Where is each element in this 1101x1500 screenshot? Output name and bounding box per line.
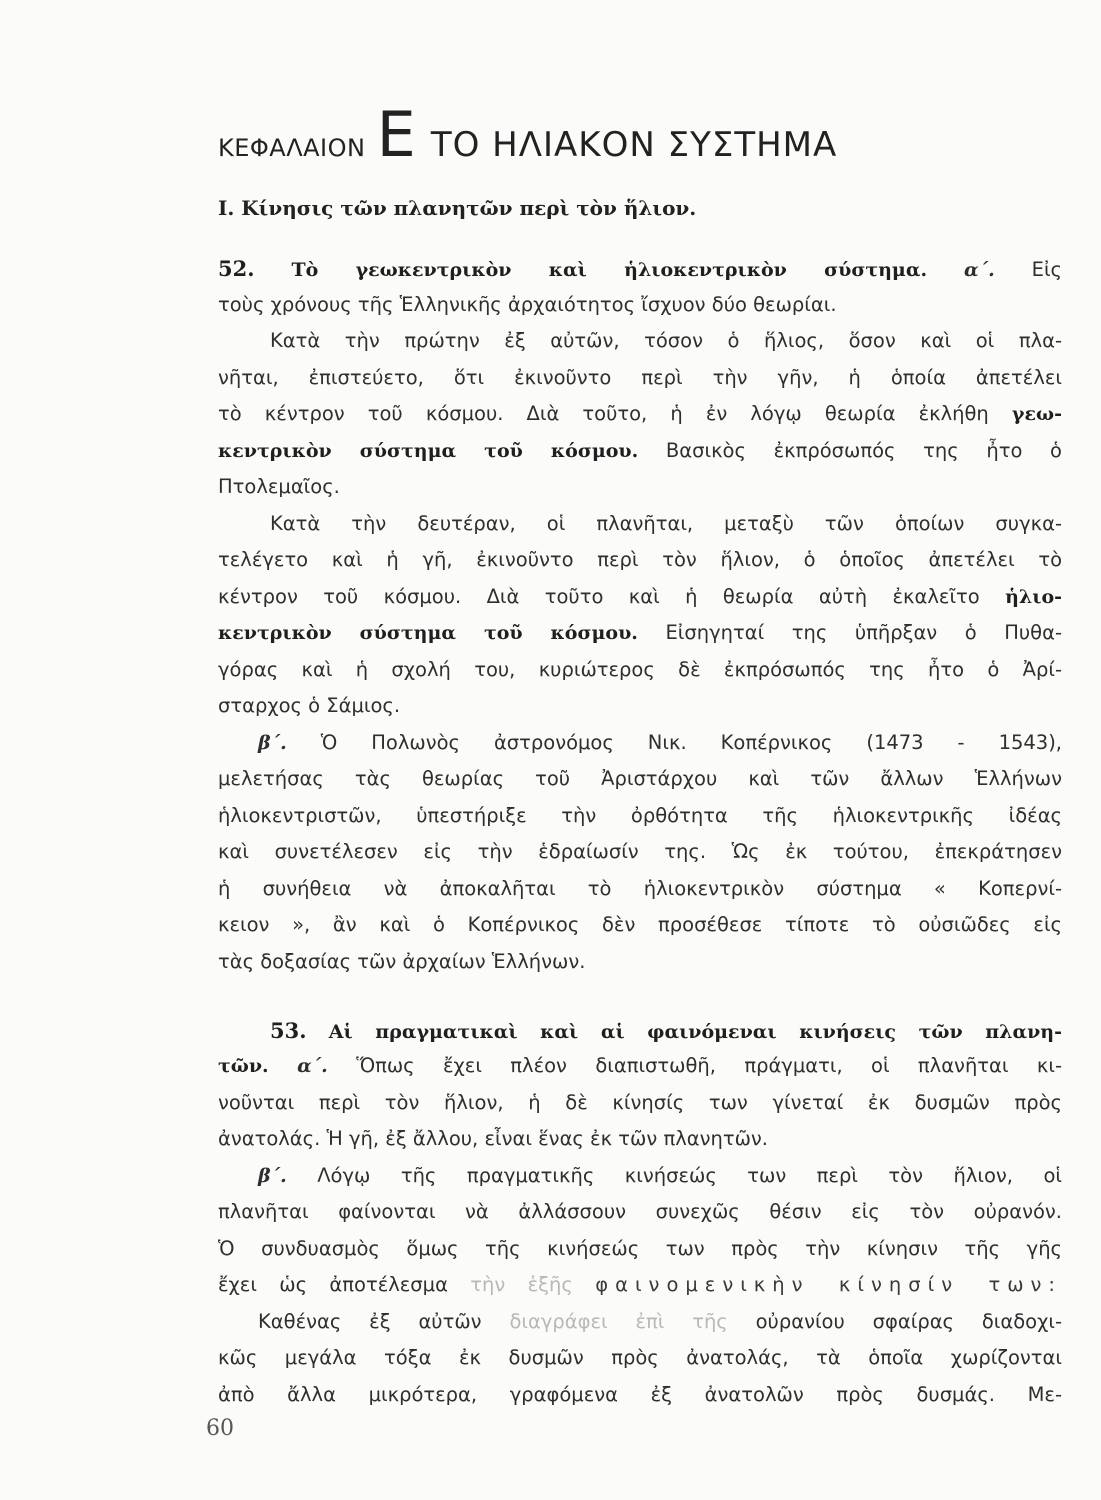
s53-label-a: α΄. — [297, 1055, 328, 1077]
s52-line-5 — [218, 402, 1062, 425]
s53-line-8-faint: τὴν ἑξῆς — [470, 1273, 573, 1296]
s53-line-8-text: ἔχει ὡς ἀποτέλεσμα — [218, 1273, 448, 1296]
s53-line-5 — [218, 1164, 1062, 1187]
section-heading: I. Κίνησις τῶν πλανητῶν περὶ τὸν ἥλιον. — [218, 196, 697, 220]
s53-line-9-faint: διαγράφει ἐπὶ τῆς — [509, 1310, 728, 1333]
s53-line-8-spaced: φαινομενικὴν κίνησίν των: — [595, 1273, 1062, 1296]
s53-line-6: πλανῆται φαίνονται νὰ ἀλλάσσουν συνεχῶς θέσιν εἰς τὸν οὐρανόν. — [218, 1200, 1062, 1223]
s53-line-1 — [218, 1018, 1062, 1043]
chapter-title: ΤΟ ΗΛΙΑΚΟΝ ΣΥΣΤΗΜΑ — [430, 125, 838, 165]
term-heliocentric-part1: ἡλιο- — [1005, 586, 1062, 608]
s52-line-2: τοὺς χρόνους τῆς Ἑλληνικῆς ἀρχαιότητος ἴσχυον δύο θεωρίαι. — [218, 293, 837, 316]
s53-line-10: κῶς μεγάλα τόξα ἐκ δυσμῶν πρὸς ἀνατολάς, τὰ ὁποῖα χωρίζονται — [218, 1346, 1062, 1369]
s52-line-8: Κατὰ τὴν δευτέραν, οἱ πλανῆται, μεταξὺ τῶν ὁποίων συγκα- — [270, 512, 1062, 535]
s52-line-3: Κατὰ τὴν πρώτην ἐξ αὐτῶν, τόσον ὁ ἥλιος, ὅσον καὶ οἱ πλα- — [270, 329, 1062, 352]
s52-line-10 — [218, 585, 1062, 608]
s52-line-4: νῆται, ἐπιστεύετο, ὅτι ἐκινοῦντο περὶ τὴν γῆν, ἡ ὁποία ἀπετέλει — [218, 366, 1062, 389]
page-number: 60 — [206, 1416, 234, 1441]
s52-label-a: α΄. — [963, 259, 995, 281]
s52-line-7: Πτολεμαῖος. — [218, 475, 340, 498]
s53-line-7: Ὁ συνδυασμὸς ὅμως τῆς κινήσεώς των πρὸς τὴν κίνησιν τῆς γῆς — [218, 1237, 1062, 1260]
s52-line-1 — [218, 256, 1062, 281]
s52-line-10-text: κέντρον τοῦ κόσμου. Διὰ τοῦτο καὶ ἡ θεωρία αὐτὴ ἐκαλεῖτο — [218, 585, 980, 608]
term-geocentric-part2: κεντρικὸν σύστημα τοῦ κόσμου. — [218, 440, 639, 462]
chapter-header — [218, 98, 918, 171]
s52-line-14-text: Ὁ Πολωνὸς ἀστρονόμος Νικ. Κοπέρνικος (1473 - 1543), — [320, 731, 1062, 754]
chapter-word: ΚΕΦΑΛΑΙΟΝ — [218, 134, 366, 162]
s53-line-2-text: Ὅπως ἔχει πλέον διαπιστωθῆ, πράγματι, οἱ πλανῆται κι- — [356, 1054, 1062, 1077]
s52-label-b: β΄. — [258, 732, 287, 754]
s53-line-9-end: οὐρανίου σφαίρας διαδοχι- — [755, 1310, 1063, 1333]
s53-line-9-text: Καθένας ἐξ αὐτῶν — [258, 1310, 482, 1333]
s52-line-12: γόρας καὶ ἡ σχολή του, κυριώτερος δὲ ἐκπρόσωπός της ἦτο ὁ Ἀρί- — [218, 658, 1062, 681]
s52-line-16: ἡλιοκεντριστῶν, ὑπεστήριξε τὴν ὀρθότητα τῆς ἡλιοκεντρικῆς ἰδέας — [218, 804, 1062, 827]
s53-heading-1: Αἱ πραγματικαὶ καὶ αἱ φαινόμεναι κινήσεις τῶν πλανη- — [328, 1021, 1062, 1043]
s53-line-8 — [218, 1273, 1062, 1296]
s52-number: 52. — [218, 256, 255, 281]
s53-line-11: ἀπὸ ἄλλα μικρότερα, γραφόμενα ἐξ ἀνατολῶν πρὸς δυσμάς. Με- — [218, 1383, 1062, 1406]
s53-line-2 — [218, 1054, 1062, 1077]
s53-line-3: νοῦνται περὶ τὸν ἥλιον, ἡ δὲ κίνησίς των γίνεταί ἐκ δυσμῶν πρὸς — [218, 1091, 1062, 1114]
s52-line-9: τελέγετο καὶ ἡ γῆ, ἐκινοῦντο περὶ τὸν ἥλιον, ὁ ὁποῖος ἀπετέλει τὸ — [218, 548, 1062, 571]
s52-line-20: τὰς δοξασίας τῶν ἀρχαίων Ἑλλήνων. — [218, 950, 586, 973]
chapter-letter: Ε — [376, 98, 416, 171]
term-heliocentric-part2: κεντρικὸν σύστημα τοῦ κόσμου. — [218, 622, 638, 644]
term-geocentric-part1: γεω- — [1011, 403, 1062, 425]
s52-line-5-text: τὸ κέντρον τοῦ κόσμου. Διὰ τοῦτο, ἡ ἐν λόγῳ θεωρία ἐκλήθη — [218, 402, 989, 425]
s53-line-4: ἀνατολάς. Ἡ γῆ, ἐξ ἄλλου, εἶναι ἕνας ἐκ τῶν πλανητῶν. — [218, 1127, 768, 1150]
s52-line-18: ἡ συνήθεια νὰ ἀποκαλῆται τὸ ἡλιοκεντρικὸν σύστημα « Κοπερνί- — [218, 877, 1062, 900]
s52-line-15: μελετήσας τὰς θεωρίας τοῦ Ἀριστάρχου καὶ τῶν ἄλλων Ἑλλήνων — [218, 767, 1062, 790]
s52-line-13: σταρχος ὁ Σάμιος. — [218, 694, 401, 717]
s52-line-11-text: Εἰσηγηταί της ὑπῆρξαν ὁ Πυθα- — [665, 621, 1063, 644]
s52-heading: Τὸ γεωκεντρικὸν καὶ ἡλιοκεντρικὸν σύστημα. — [291, 259, 928, 281]
s52-line-6 — [218, 439, 1062, 462]
s52-line-17: καὶ συνετέλεσεν εἰς τὴν ἑδραίωσίν της. Ὡς ἐκ τούτου, ἐπεκράτησεν — [218, 840, 1062, 863]
s53-number: 53. — [270, 1018, 307, 1043]
s53-heading-2: τῶν. — [218, 1055, 269, 1077]
s53-label-b: β΄. — [258, 1165, 287, 1187]
s52-line-1-end: Εἰς — [1031, 258, 1063, 281]
s53-line-5-text: Λόγῳ τῆς πραγματικῆς κινήσεώς των περὶ τὸν ἥλιον, οἱ — [317, 1164, 1062, 1187]
s52-line-11 — [218, 621, 1062, 644]
s52-line-14 — [218, 731, 1062, 754]
s52-line-19: κειον », ἂν καὶ ὁ Κοπέρνικος δὲν προσέθεσε τίποτε τὸ οὐσιῶδες εἰς — [218, 913, 1062, 936]
s53-line-9 — [218, 1310, 1062, 1333]
s52-line-6-text: Βασικὸς ἐκπρόσωπός της ἦτο ὁ — [665, 439, 1062, 462]
